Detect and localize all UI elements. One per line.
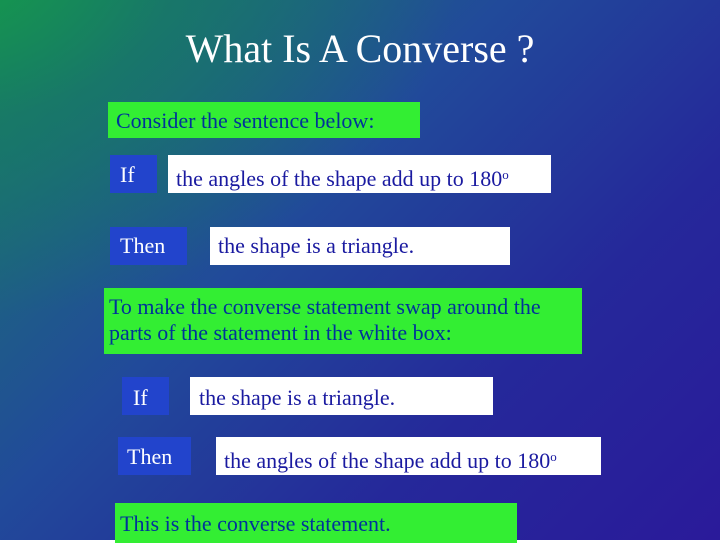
- slide-title: What Is A Converse ?: [185, 26, 535, 71]
- converse-if-statement: the shape is a triangle.: [190, 377, 493, 415]
- original-if-statement: [168, 155, 551, 193]
- original-then-statement: the shape is a triangle.: [210, 227, 510, 265]
- original-if-text: the angles of the shape add up to 180: [176, 166, 503, 191]
- converse-degree-symbol: o: [550, 449, 557, 464]
- converse-then-text: the angles of the shape add up to 180: [224, 448, 551, 473]
- converse-if-label: If: [122, 377, 169, 415]
- instruction-text: To make the converse statement swap around the parts of the statement in the white box:: [104, 288, 582, 354]
- converse-then-statement: [216, 437, 601, 475]
- consider-label: Consider the sentence below:: [108, 102, 420, 138]
- converse-then-label: Then: [118, 437, 191, 475]
- original-degree-symbol: o: [502, 167, 509, 182]
- conclusion-text: This is the converse statement.: [115, 503, 517, 543]
- original-then-label: Then: [110, 227, 187, 265]
- original-if-label: If: [110, 155, 157, 193]
